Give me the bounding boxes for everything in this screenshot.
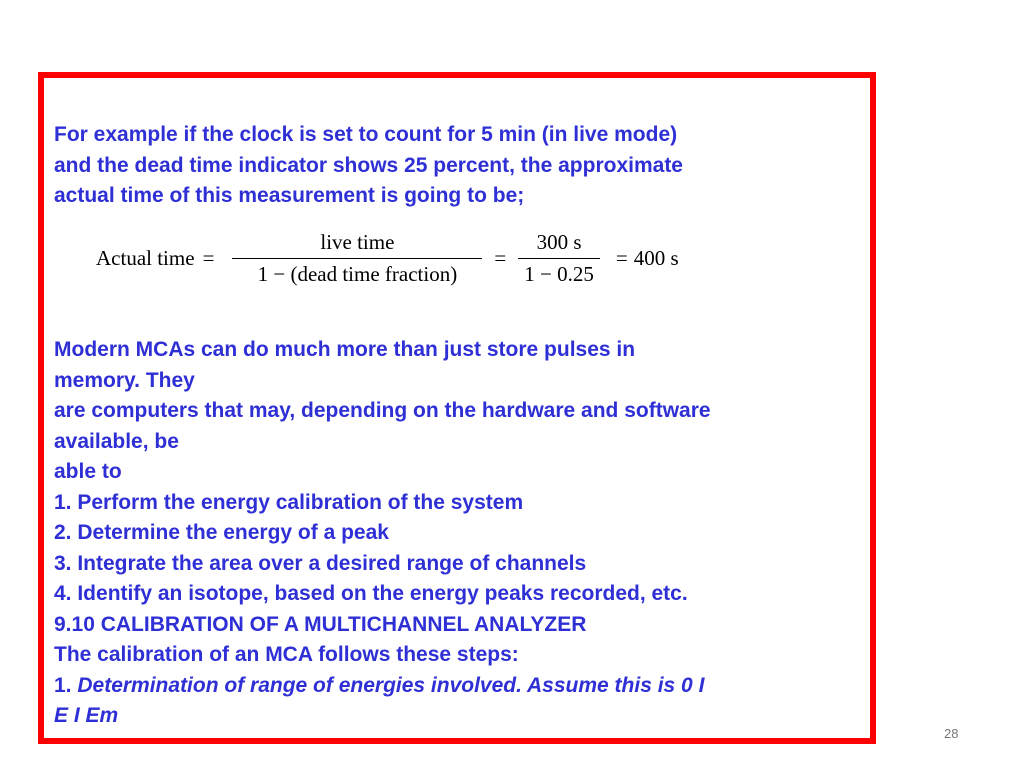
formula-fraction-1 (232, 230, 482, 287)
step-1-continuation: E I Em (54, 704, 119, 727)
step-1-line (54, 671, 860, 702)
list-item: 1. Perform the energy calibration of the system (54, 490, 524, 514)
formula-equals: = (615, 246, 628, 270)
fraction-1-denominator: 1 − (dead time fraction) (232, 258, 482, 287)
body-line: available, be (54, 429, 179, 453)
intro-paragraph (54, 120, 854, 212)
intro-line: and the dead time indicator shows 25 percent, the approximate (54, 153, 683, 177)
list-item: 2. Determine the energy of a peak (54, 521, 389, 544)
step-1-number: 1. (54, 673, 78, 697)
actual-time-formula (96, 230, 679, 287)
page-number: 28 (944, 726, 959, 741)
fraction-2-denominator: 1 − 0.25 (518, 258, 600, 287)
intro-line: For example if the clock is set to count for 5 min (in live mode) (54, 123, 678, 146)
slide-frame (38, 72, 876, 744)
fraction-2-numerator: 300 s (536, 230, 582, 254)
body-paragraph (54, 335, 860, 732)
body-line: The calibration of an MCA follows these steps: (54, 643, 519, 666)
list-item: 3. Integrate the area over a desired range of channels (54, 551, 587, 575)
formula-fraction-2 (518, 230, 600, 287)
formula-result: 400 s (633, 246, 679, 270)
body-line: Modern MCAs can do much more than just store pulses in (54, 338, 636, 361)
body-line: are computers that may, depending on the hardware and software (54, 399, 711, 422)
section-heading: 9.10 CALIBRATION OF A MULTICHANNEL ANALYZER (54, 612, 587, 636)
formula-equals: = (494, 246, 507, 270)
formula-equals: = (202, 246, 215, 270)
fraction-1-numerator: live time (320, 230, 395, 254)
body-line: memory. They (54, 368, 195, 392)
step-1-text: Determination of range of energies involved. Assume this is 0 I (77, 673, 705, 697)
formula-lhs: Actual time (96, 246, 195, 270)
list-item: 4. Identify an isotope, based on the energy peaks recorded, etc. (54, 582, 688, 605)
intro-line: actual time of this measurement is going to be; (54, 184, 525, 207)
body-line: able to (54, 460, 122, 483)
